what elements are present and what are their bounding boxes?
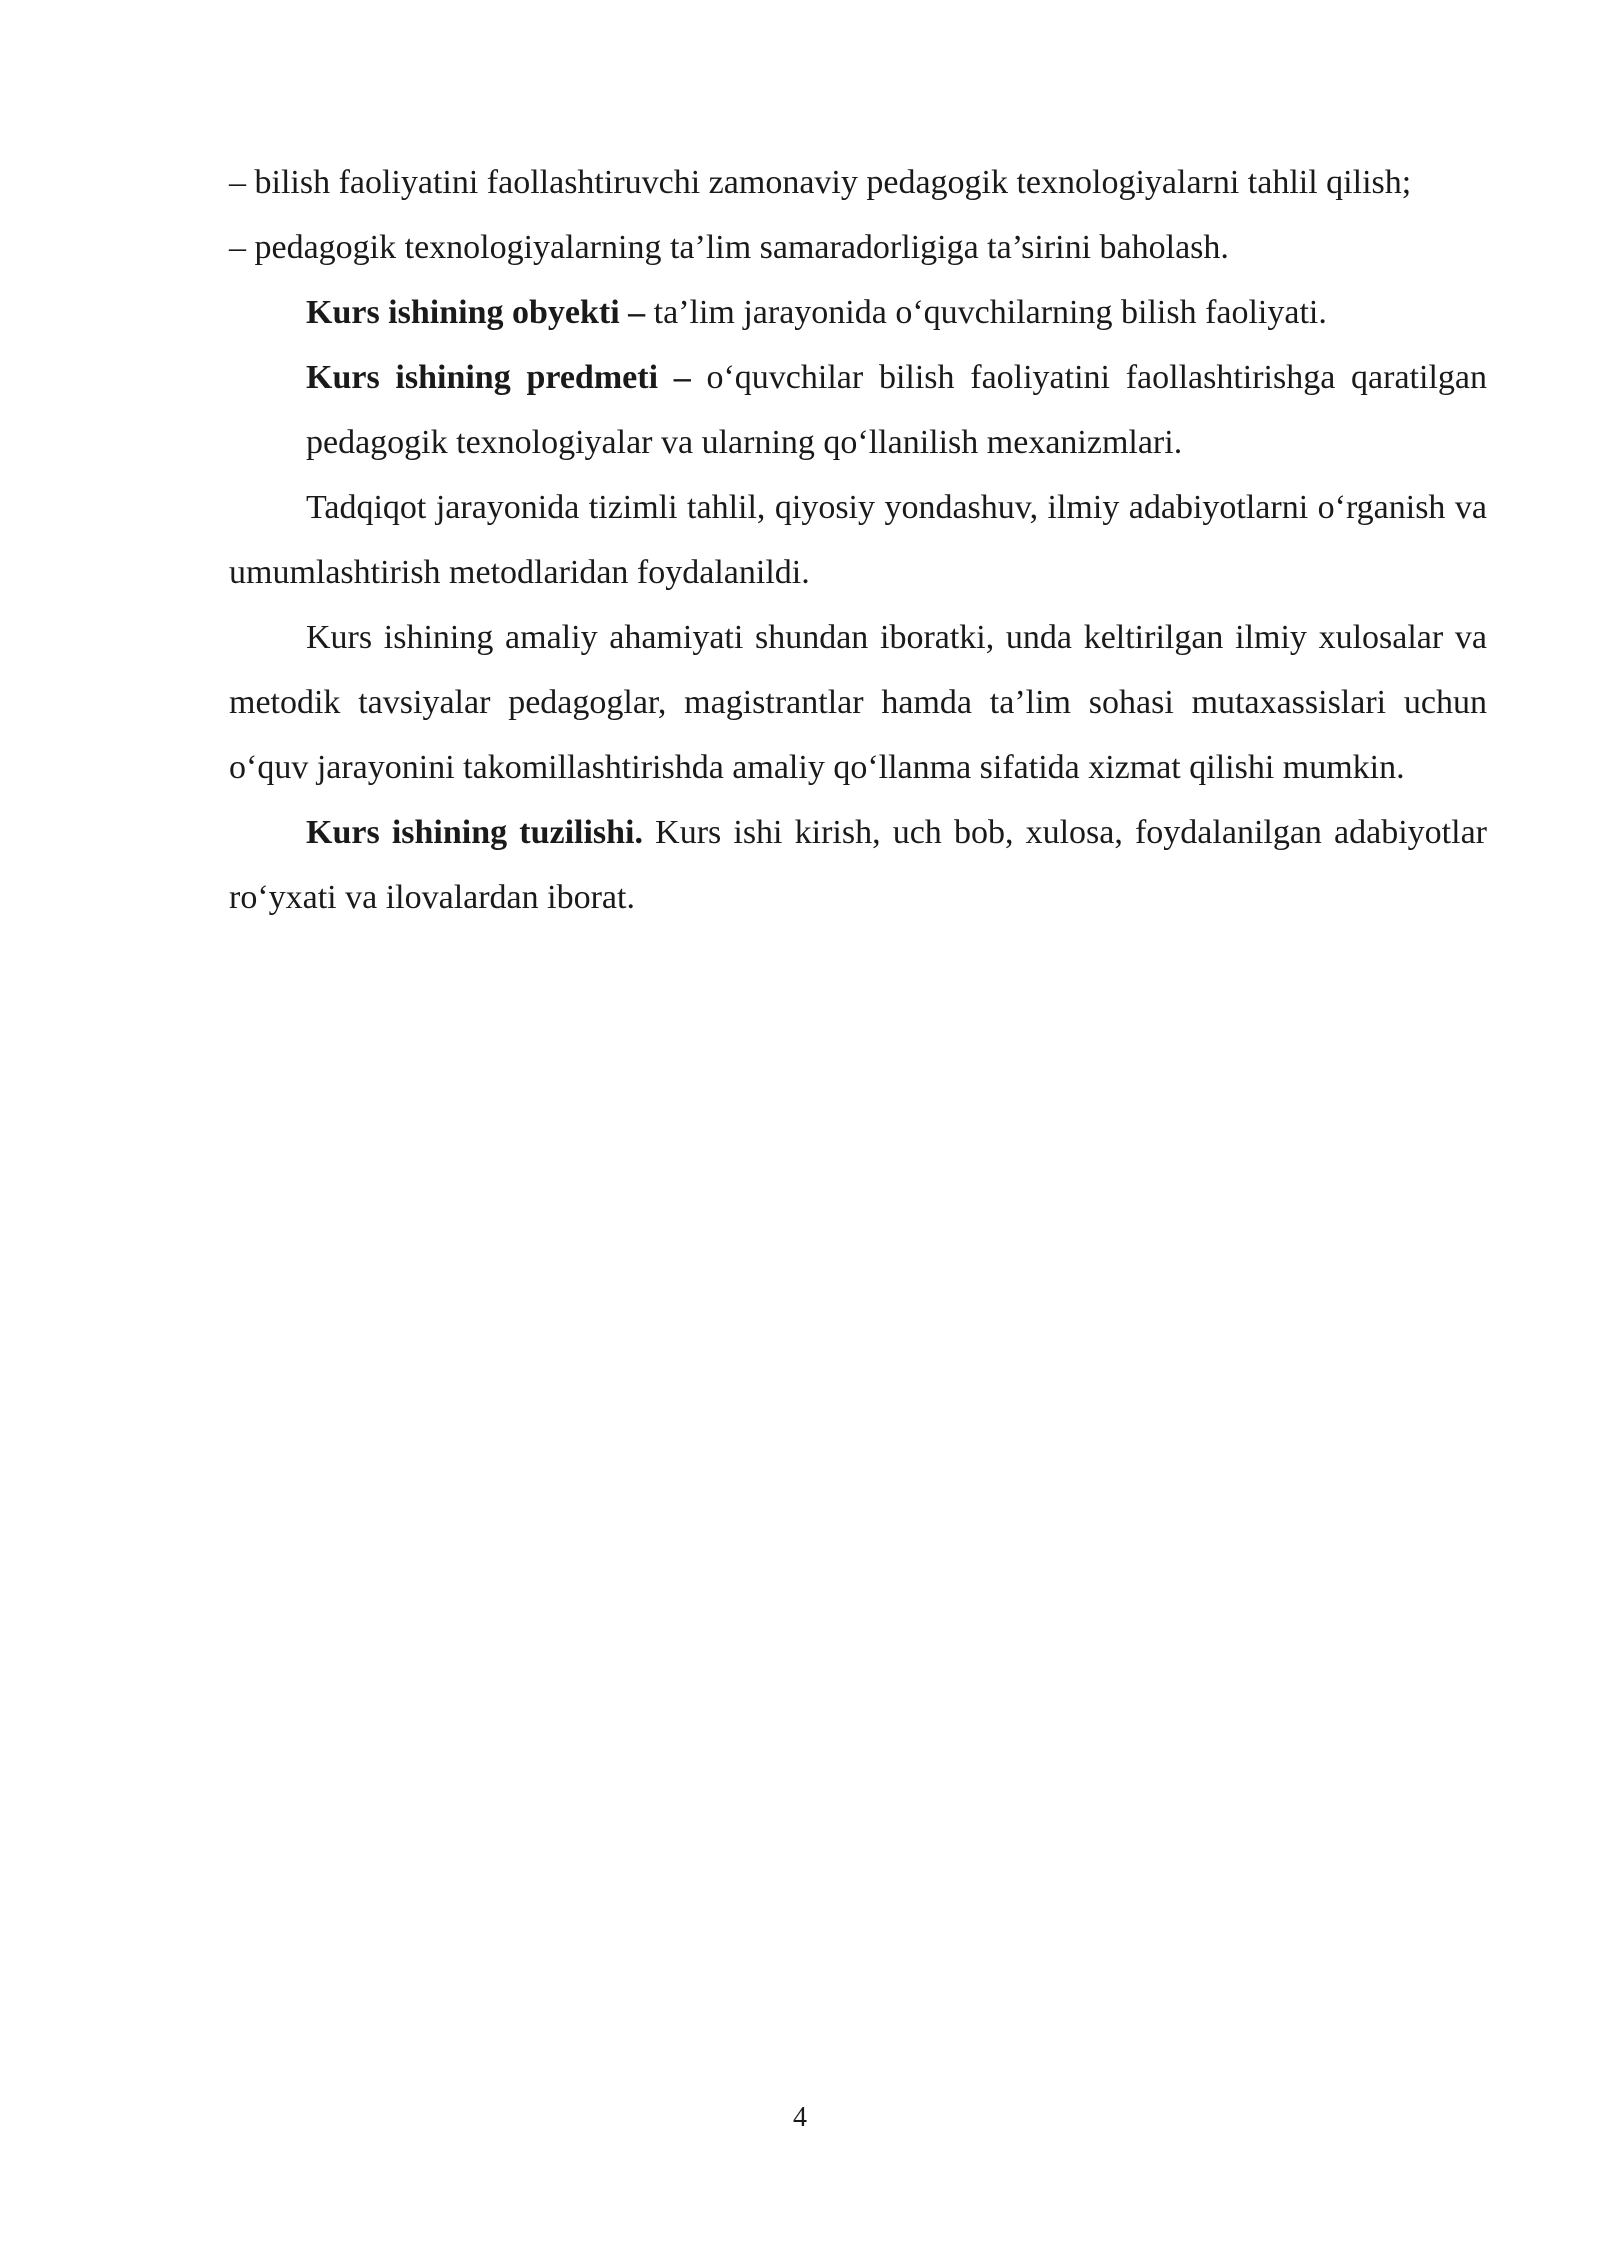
structure-label: Kurs ishining tuzilishi. xyxy=(306,814,643,851)
paragraph-practical-significance: Kurs ishining amaliy ahamiyati shundan iboratki, unda keltirilgan ilmiy xulosalar va metodik tavsiyalar pedagoglar, magistrantlar hamda ta’lim sohasi mutaxassislari uchun o‘quv jarayonini takomillashtirishda amaliy qo‘llanma sifatida xizmat qilishi mumkin. xyxy=(229,619,1487,786)
body-text xyxy=(229,150,1487,930)
subject-label: Kurs ishining predmeti – xyxy=(306,359,691,396)
paragraph-subject xyxy=(229,345,1487,475)
object-label: Kurs ishining obyekti – xyxy=(306,294,646,331)
structure-text: Kurs ishi kirish, uch bob, xulosa, foydalanilgan adabiyotlar ro‘yxati va ilovalardan iborat. xyxy=(229,814,1487,916)
subject-text: o‘quvchilar bilish faoliyatini faollashtirishga qaratilgan pedagogik texnologiyalar va ularning qo‘llanilish mexanizmlari. xyxy=(306,359,1487,461)
bullet-item-evaluation: – pedagogik texnologiyalarning ta’lim samaradorligiga ta’sirini baholash. xyxy=(229,229,1229,266)
paragraph-object xyxy=(229,280,1487,345)
page-number: 4 xyxy=(793,2102,807,2133)
object-text: ta’lim jarayonida o‘quvchilarning bilish faoliyati. xyxy=(645,294,1327,331)
bullet-item-analysis: – bilish faoliyatini faollashtiruvchi zamonaviy pedagogik texnologiyalarni tahlil qilish; xyxy=(229,164,1412,201)
paragraph-methods: Tadqiqot jarayonida tizimli tahlil, qiyosiy yondashuv, ilmiy adabiyotlarni o‘rganish va umumlashtirish metodlaridan foydalanildi. xyxy=(229,489,1487,591)
paragraph-structure xyxy=(229,800,1487,930)
